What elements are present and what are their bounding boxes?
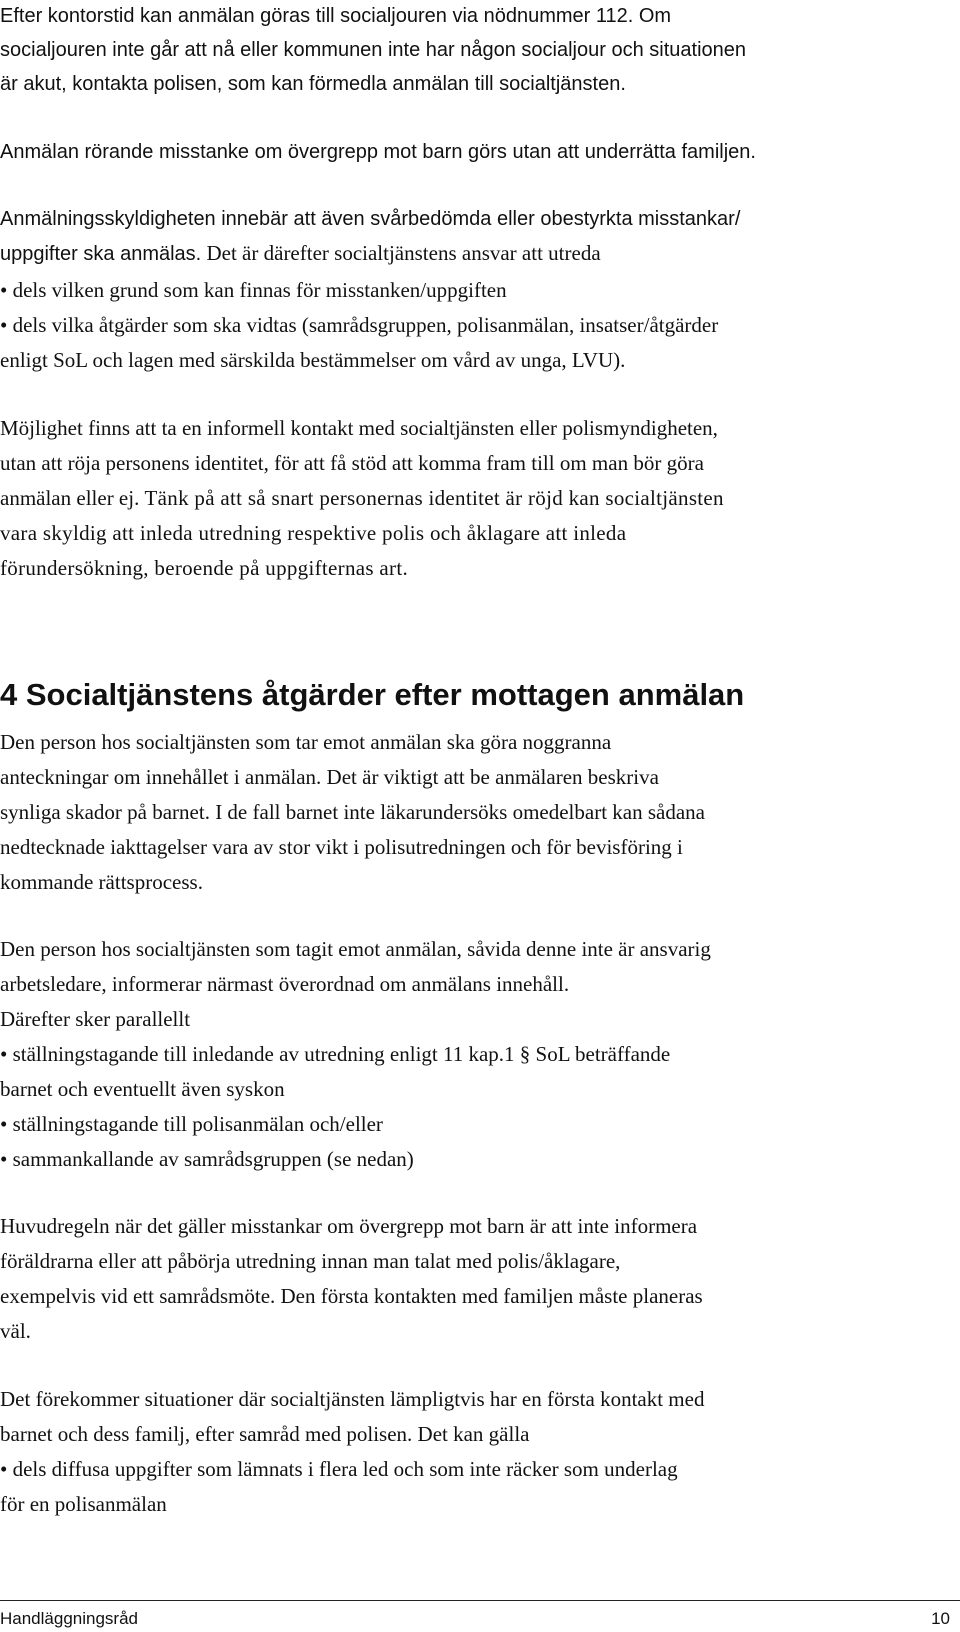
informal-line-3a: anmälan eller ej. (0, 486, 140, 510)
duty-line-1: Anmälningsskyldigheten innebär att även svårbedömda eller obestyrkta misstankar/ (0, 208, 741, 230)
notes-line-1: Den person hos socialtjänsten som tar emot anmälan ska göra noggranna (0, 730, 612, 754)
situations-bullet-1: • dels diffusa uppgifter som lämnats i flera led och som inte räcker som underlag (0, 1457, 678, 1481)
informal-line-2: utan att röja personens identitet, för att få stöd att komma fram till om man bör göra (0, 451, 704, 475)
inform-bullet-3: • sammankallande av samrådsgruppen (se nedan) (0, 1147, 414, 1171)
notes-line-2: anteckningar om innehållet i anmälan. Det är viktigt att be anmälaren beskriva (0, 765, 659, 789)
duty-line-2-sans: uppgifter ska anmälas. (0, 243, 202, 265)
inform-line-1: Den person hos socialtjänsten som tagit emot anmälan, såvida denne inte är ansvarig (0, 937, 711, 961)
page-number: 10 (931, 1609, 950, 1628)
family-paragraph: Anmälan rörande misstanke om övergrepp mot barn görs utan att underrätta familjen. (0, 141, 756, 163)
rule-line-1: Huvudregeln när det gäller misstankar om övergrepp mot barn är att inte informera (0, 1214, 698, 1238)
situations-bullet-1-cont: för en polisanmälan (0, 1492, 167, 1516)
informal-line-4: vara skyldig att inleda utredning respektive polis och åklagare att inleda (0, 521, 627, 545)
notes-line-5: kommande rättsprocess. (0, 870, 203, 894)
inform-line-3: Därefter sker parallellt (0, 1007, 191, 1031)
duty-line-2-serif: Det är därefter socialtjänstens ansvar att utreda (201, 241, 601, 265)
inform-bullet-2: • ställningstagande till polisanmälan och/eller (0, 1112, 383, 1136)
duty-line-2 (0, 239, 601, 268)
notes-line-4: nedtecknade iakttagelser vara av stor vikt i polisutredningen och för bevisföring i (0, 835, 683, 859)
informal-line-1: Möjlighet finns att ta en informell kontakt med socialtjänsten eller polismyndigheten, (0, 416, 718, 440)
rule-line-3: exempelvis vid ett samrådsmöte. Den första kontakten med familjen måste planeras (0, 1284, 703, 1308)
page-footer (0, 1600, 960, 1629)
situations-line-2: barnet och dess familj, efter samråd med polisen. Det kan gälla (0, 1422, 530, 1446)
situations-line-1: Det förekommer situationer där socialtjänsten lämpligtvis har en första kontakt med (0, 1387, 705, 1411)
rule-line-4: väl. (0, 1319, 31, 1343)
informal-line-3 (0, 484, 724, 512)
inform-bullet-1-cont: barnet och eventuellt även syskon (0, 1077, 285, 1101)
duty-bullet-2-cont: enligt SoL och lagen med särskilda bestämmelser om vård av unga, LVU). (0, 348, 626, 372)
intro-line-2: socialjouren inte går att nå eller kommunen inte har någon socialjour och situationen (0, 39, 747, 61)
duty-bullet-2: • dels vilka åtgärder som ska vidtas (samrådsgruppen, polisanmälan, insatser/åtgärder (0, 313, 719, 337)
section-heading: 4 Socialtjänstens åtgärder efter mottagen anmälan (0, 677, 745, 712)
rule-line-2: föräldrarna eller att påbörja utredning innan man talat med polis/åklagare, (0, 1249, 621, 1273)
intro-line-3: är akut, kontakta polisen, som kan förmedla anmälan till socialtjänsten. (0, 73, 626, 95)
notes-line-3: synliga skador på barnet. I de fall barnet inte läkarundersöks omedelbart kan sådana (0, 800, 705, 824)
footer-title: Handläggningsråd (0, 1609, 138, 1628)
inform-line-2: arbetsledare, informerar närmast överordnad om anmälans innehåll. (0, 972, 570, 996)
duty-bullet-1: • dels vilken grund som kan finnas för misstanken/uppgiften (0, 278, 507, 302)
intro-line-1: Efter kontorstid kan anmälan göras till socialjouren via nödnummer 112. Om (0, 5, 672, 27)
inform-bullet-1: • ställningstagande till inledande av utredning enligt 11 kap.1 § SoL beträffande (0, 1042, 671, 1066)
informal-line-3b: Tänk på att så snart personernas identitet är röjd kan socialtjänsten (139, 486, 724, 510)
informal-line-5: förundersökning, beroende på uppgifternas art. (0, 556, 409, 580)
